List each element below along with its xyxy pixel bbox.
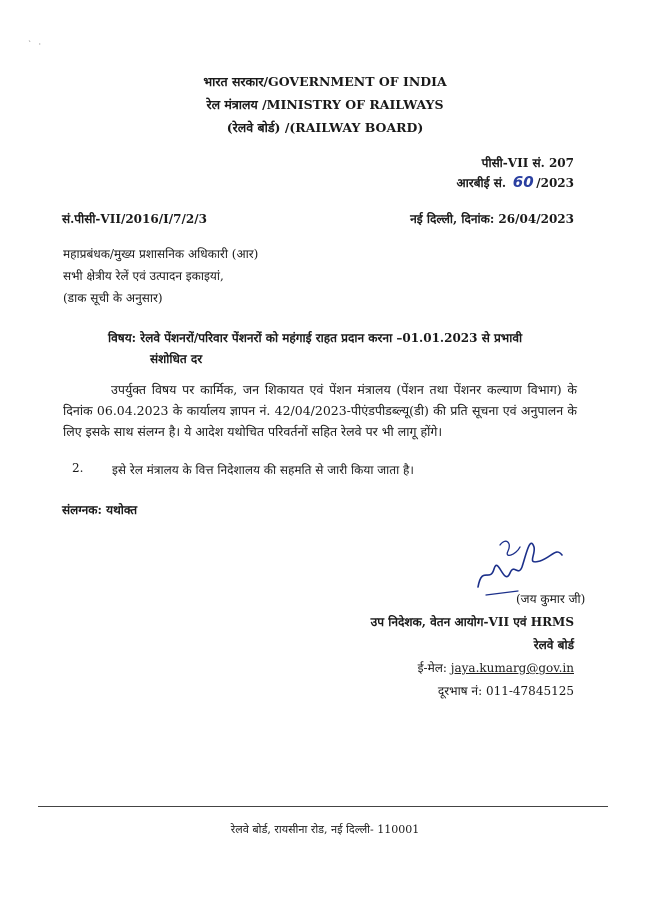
email-link[interactable]: jaya.kumarg@gov.in <box>450 661 574 675</box>
header-line-government: भारत सरकार/GOVERNMENT OF INDIA <box>203 74 447 89</box>
subject-label: विषय: <box>108 331 137 345</box>
signatory-designation: उप निदेशक, वेतन आयोग-VII एवं HRMS <box>370 615 574 629</box>
scan-artifact: ` · <box>28 40 44 49</box>
signatory-email-line <box>418 659 574 676</box>
rbe-suffix: /2023 <box>536 176 574 190</box>
header-line-board: (रेलवे बोर्ड) /(RAILWAY BOARD) <box>226 120 424 135</box>
signatory-phone: दूरभाष नं: 011-47845125 <box>437 684 574 698</box>
body-paragraph-1: उपर्युक्त विषय पर कार्मिक, जन शिकायत एवं पेंशन मंत्रालय (पेंशन तथा पेंशनर कल्याण विभाग) के दिनांक 06.04.2023 के कार्यालय ज्ञापन नं. 42/04/2023-पीएंडपीडब्ल्यू(डी) की प्रति सूचना एवं अनुपालन के लिए इसके साथ संलग्न है। ये आदेश यथोचित परिवर्तनों सहित रेलवे पर भी लागू होंगे। <box>63 382 577 439</box>
subject-line-1 <box>108 329 522 346</box>
file-number: सं.पीसी-VII/2016/I/7/2/3 <box>62 212 207 226</box>
pc-number: पीसी-VII सं. 207 <box>481 156 574 170</box>
place-date: नई दिल्ली, दिनांक: 26/04/2023 <box>410 212 574 226</box>
enclosure-note: संलग्नक: यथोक्त <box>62 503 138 517</box>
footer-divider <box>38 806 608 807</box>
subject-line-2: संशोधित दर <box>150 352 203 366</box>
email-label: ई-मेल: <box>417 661 447 675</box>
para-2-number: 2. <box>72 461 84 475</box>
subject-text-1: रेलवे पेंशनरों/परिवार पेंशनरों को महंगाई राहत प्रदान करना –01.01.2023 से प्रभावी <box>140 331 523 345</box>
footer-address: रेलवे बोर्ड, रायसीना रोड, नई दिल्ली- 110001 <box>230 823 420 836</box>
body-paragraph-2: इसे रेल मंत्रालय के वित्त निदेशालय की सहमति से जारी किया जाता है। <box>112 463 414 477</box>
rbe-prefix: आरबीई सं. <box>456 176 507 190</box>
rbe-handwritten-number: 60 <box>512 173 534 191</box>
rbe-number-line <box>457 173 574 191</box>
addressee-line-2: सभी क्षेत्रीय रेलें एवं उत्पादन इकाइयां, <box>63 269 224 283</box>
addressee-line-3: (डाक सूची के अनुसार) <box>63 291 163 305</box>
signatory-name: (जय कुमार जी) <box>516 592 586 606</box>
addressee-line-1: महाप्रबंधक/मुख्य प्रशासनिक अधिकारी (आर) <box>63 247 259 261</box>
signatory-office: रेलवे बोर्ड <box>533 638 574 652</box>
header-line-ministry: रेल मंत्रालय /MINISTRY OF RAILWAYS <box>206 97 444 112</box>
